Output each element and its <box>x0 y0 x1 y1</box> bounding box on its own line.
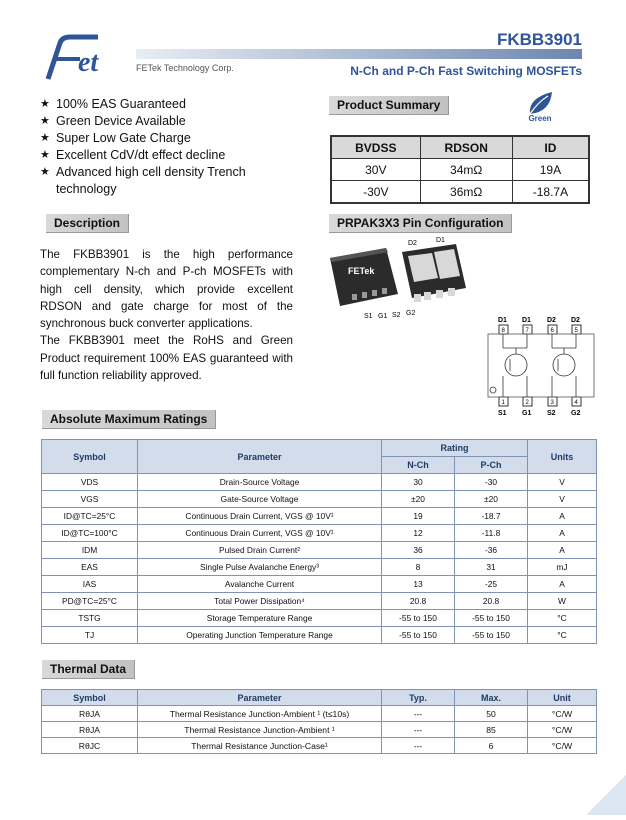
cell-unit: °C/W <box>528 738 597 754</box>
cell-pch: 20.8 <box>455 593 528 610</box>
summary-cell: -30V <box>331 181 420 204</box>
cell-unit: °C/W <box>528 722 597 738</box>
green-label: Green <box>528 114 552 123</box>
cell-pch: -25 <box>455 576 528 593</box>
summary-header: RDSON <box>420 136 512 159</box>
cell-nch: 12 <box>382 525 455 542</box>
table-row <box>42 610 597 627</box>
cell-unit: V <box>528 491 597 508</box>
cell-symbol: TJ <box>42 627 138 644</box>
package-chip-label: FETek <box>348 266 375 276</box>
part-number: FKBB3901 <box>496 30 582 49</box>
cell-symbol: PD@TC=25°C <box>42 593 138 610</box>
description-heading: Description <box>46 214 129 233</box>
package-bottom-pin: G1 <box>378 313 388 320</box>
cell-unit: V <box>528 474 597 491</box>
cell-symbol: ID@TC=100°C <box>42 525 138 542</box>
cell-typ: --- <box>382 738 455 754</box>
table-row <box>42 525 597 542</box>
cell-nch: -55 to 150 <box>382 627 455 644</box>
cell-max: 6 <box>455 738 528 754</box>
cell-param: Thermal Resistance Junction-Case¹ <box>138 738 382 754</box>
cell-param: Thermal Resistance Junction-Ambient ¹ <box>138 722 382 738</box>
feature-item: ★ Super Low Gate Charge <box>40 131 191 145</box>
col-header: Unit <box>528 690 597 706</box>
col-header: Units <box>528 440 597 474</box>
cell-typ: --- <box>382 706 455 722</box>
cell-pch: ±20 <box>455 491 528 508</box>
pinout-bottom-label: S2 <box>547 410 556 417</box>
thermal-table <box>41 689 597 754</box>
cell-nch: 8 <box>382 559 455 576</box>
col-header: Typ. <box>382 690 455 706</box>
cell-param: Avalanche Current <box>138 576 382 593</box>
thermal-heading: Thermal Data <box>42 660 135 679</box>
product-subtitle: N-Ch and P-Ch Fast Switching MOSFETs <box>350 64 582 78</box>
cell-pch: -55 to 150 <box>455 610 528 627</box>
pin-config-heading: PRPAK3X3 Pin Configuration <box>329 214 512 233</box>
cell-pch: 31 <box>455 559 528 576</box>
cell-pch: -18.7 <box>455 508 528 525</box>
package-top-pin: D2 <box>408 240 417 247</box>
pinout-top-label: D2 <box>547 317 556 324</box>
product-summary-table <box>330 135 590 204</box>
product-summary-heading: Product Summary <box>329 96 449 115</box>
pinout-top-label: D2 <box>571 317 580 324</box>
package-bottom-pin: S2 <box>392 312 401 319</box>
star-icon: ★ <box>40 115 50 127</box>
cell-symbol: ID@TC=25°C <box>42 508 138 525</box>
pinout-top-label: D1 <box>522 317 531 324</box>
table-row <box>42 722 597 738</box>
cell-param: Operating Junction Temperature Range <box>138 627 382 644</box>
abs-max-heading: Absolute Maximum Ratings <box>42 410 216 429</box>
package-image <box>328 236 470 320</box>
table-row <box>42 627 597 644</box>
feature-item: ★ Advanced high cell density Trench technology <box>40 165 246 196</box>
cell-param: Pulsed Drain Current² <box>138 542 382 559</box>
pinout-number: 7 <box>525 328 529 334</box>
cell-symbol: IAS <box>42 576 138 593</box>
summary-row <box>331 181 589 204</box>
pinout-bottom-label: S1 <box>498 410 507 417</box>
cell-nch: ±20 <box>382 491 455 508</box>
cell-param: Single Pulse Avalanche Energy³ <box>138 559 382 576</box>
company-name: FETek Technology Corp. <box>136 63 234 73</box>
cell-symbol: VGS <box>42 491 138 508</box>
pinout-bottom-label: G2 <box>571 410 581 417</box>
table-row <box>42 738 597 754</box>
abs-max-table <box>41 439 597 644</box>
package-bottom-pin: S1 <box>364 313 373 320</box>
star-icon: ★ <box>40 132 50 144</box>
col-header: Symbol <box>42 440 138 474</box>
table-row <box>42 491 597 508</box>
star-icon: ★ <box>40 98 50 110</box>
cell-unit: W <box>528 593 597 610</box>
feature-item: ★ 100% EAS Guaranteed <box>40 97 186 111</box>
description-paragraph: The FKBB3901 is the high performance complementary N-ch and P-ch MOSFETs with high cell density, which provide excellent RDSON and gate charge for most of the synchronous buck converter applications. <box>40 248 293 331</box>
summary-header: ID <box>512 136 589 159</box>
table-row <box>42 593 597 610</box>
package-bottom-pin: G2 <box>406 310 416 317</box>
summary-header: BVDSS <box>331 136 420 159</box>
cell-unit: A <box>528 525 597 542</box>
pinout-number: 2 <box>525 400 529 406</box>
cell-symbol: TSTG <box>42 610 138 627</box>
pinout-number: 4 <box>574 400 578 406</box>
table-row <box>42 576 597 593</box>
package-top-pin: D1 <box>436 237 445 244</box>
summary-cell: 34mΩ <box>420 159 512 181</box>
star-icon: ★ <box>40 166 50 178</box>
header-bar <box>136 49 582 59</box>
table-row <box>42 474 597 491</box>
cell-pch: -11.8 <box>455 525 528 542</box>
star-icon: ★ <box>40 149 50 161</box>
feature-list <box>40 96 286 198</box>
cell-param: Continuous Drain Current, VGS @ 10V¹ <box>138 508 382 525</box>
cell-pch: -36 <box>455 542 528 559</box>
col-header: Parameter <box>138 690 382 706</box>
cell-nch: 36 <box>382 542 455 559</box>
col-header: P-Ch <box>455 457 528 474</box>
cell-param: Storage Temperature Range <box>138 610 382 627</box>
cell-nch: -55 to 150 <box>382 610 455 627</box>
pinout-number: 3 <box>550 400 554 406</box>
cell-param: Drain-Source Voltage <box>138 474 382 491</box>
col-header: Max. <box>455 690 528 706</box>
cell-unit: mJ <box>528 559 597 576</box>
cell-nch: 13 <box>382 576 455 593</box>
pinout-number: 1 <box>501 400 505 406</box>
pinout-number: 5 <box>574 328 578 334</box>
pinout-number: 6 <box>550 328 554 334</box>
table-row <box>42 542 597 559</box>
cell-param: Continuous Drain Current, VGS @ 10V¹ <box>138 525 382 542</box>
cell-unit: °C <box>528 627 597 644</box>
cell-nch: 19 <box>382 508 455 525</box>
cell-symbol: RθJA <box>42 706 138 722</box>
table-row <box>42 706 597 722</box>
cell-max: 85 <box>455 722 528 738</box>
cell-pch: -30 <box>455 474 528 491</box>
description-text <box>40 246 293 384</box>
cell-symbol: IDM <box>42 542 138 559</box>
feature-item: ★ Excellent CdV/dt effect decline <box>40 148 226 162</box>
cell-symbol: VDS <box>42 474 138 491</box>
cell-unit: A <box>528 542 597 559</box>
cell-unit: °C <box>528 610 597 627</box>
cell-nch: 20.8 <box>382 593 455 610</box>
fetek-logo <box>40 33 135 83</box>
pinout-bottom-label: G1 <box>522 410 532 417</box>
summary-cell: 19A <box>512 159 589 181</box>
green-badge <box>518 90 562 126</box>
table-row <box>42 508 597 525</box>
cell-unit: A <box>528 508 597 525</box>
pinout-top-label: D1 <box>498 317 507 324</box>
cell-unit: °C/W <box>528 706 597 722</box>
cell-max: 50 <box>455 706 528 722</box>
col-header: Parameter <box>138 440 382 474</box>
cell-nch: 30 <box>382 474 455 491</box>
pinout-number: 8 <box>501 328 505 334</box>
cell-symbol: EAS <box>42 559 138 576</box>
summary-cell: 36mΩ <box>420 181 512 204</box>
summary-cell: 30V <box>331 159 420 181</box>
cell-pch: -55 to 150 <box>455 627 528 644</box>
description-paragraph: The FKBB3901 meet the RoHS and Green Product requirement 100% EAS guaranteed with full function reliability approved. <box>40 334 293 383</box>
col-header: Symbol <box>42 690 138 706</box>
summary-cell: -18.7A <box>512 181 589 204</box>
cell-symbol: RθJC <box>42 738 138 754</box>
svg-text:et: et <box>78 47 99 78</box>
cell-unit: A <box>528 576 597 593</box>
cell-param: Gate-Source Voltage <box>138 491 382 508</box>
col-header: N-Ch <box>382 457 455 474</box>
cell-typ: --- <box>382 722 455 738</box>
summary-row <box>331 159 589 181</box>
cell-symbol: RθJA <box>42 722 138 738</box>
feature-item: ★ Green Device Available <box>40 114 186 128</box>
pinout-diagram <box>486 314 596 418</box>
cell-param: Thermal Resistance Junction-Ambient ¹ (t≤10s) <box>138 706 382 722</box>
col-header: Rating <box>382 440 528 457</box>
table-row <box>42 559 597 576</box>
cell-param: Total Power Dissipation⁴ <box>138 593 382 610</box>
page-corner-decoration <box>586 775 626 815</box>
